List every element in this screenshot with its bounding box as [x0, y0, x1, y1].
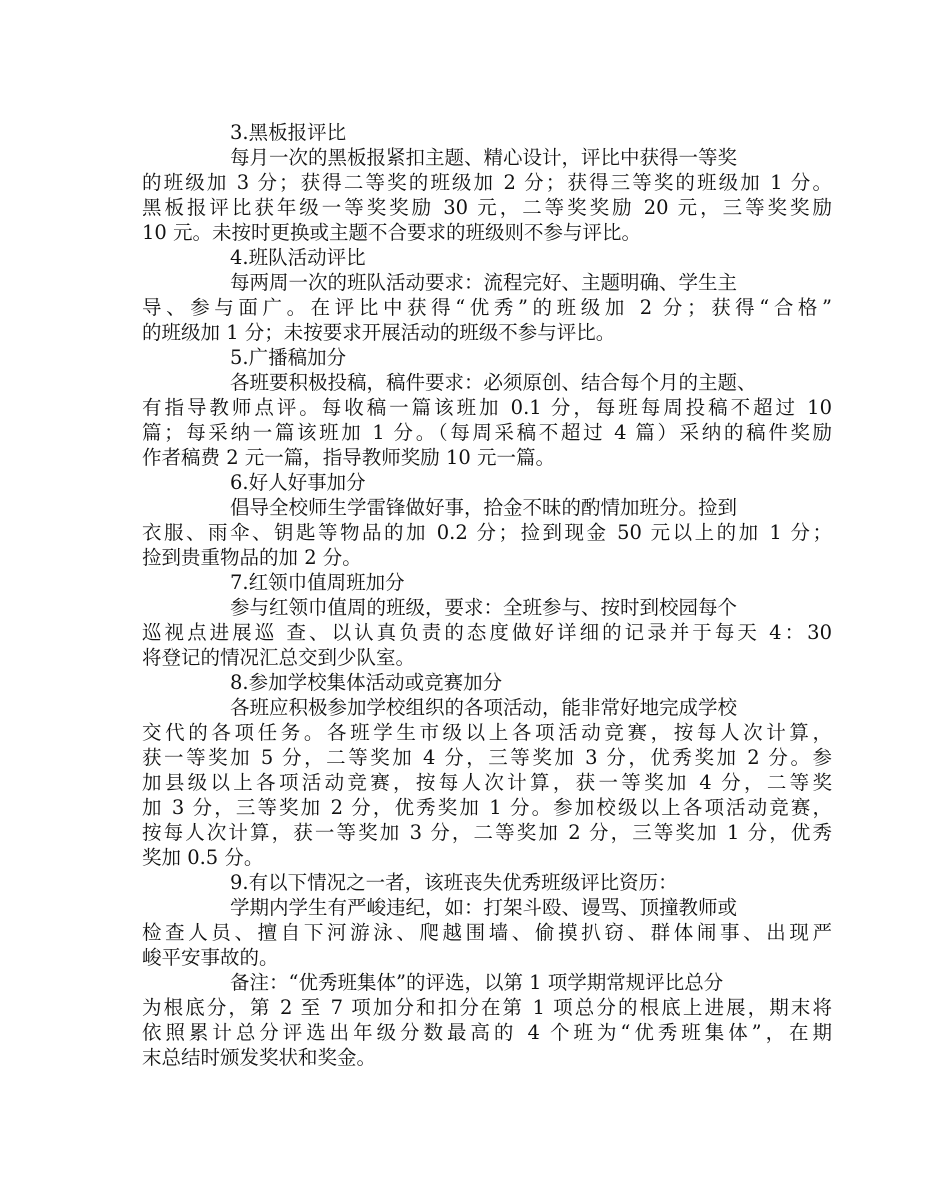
paragraph-line: 将登记的情况汇总交到少队室。 — [142, 646, 416, 669]
paragraph-line: 篇；每采纳一篇该班加 1 分。（每周采稿不超过 4 篇）采纳的稿件奖励 — [142, 421, 832, 444]
paragraph-line: 作者稿费 2 元一篇，指导教师奖励 10 元一篇。 — [142, 446, 556, 469]
paragraph-line: 加 3 分，三等奖加 2 分，优秀奖加 1 分。参加校级以上各项活动竞赛， — [142, 796, 832, 819]
paragraph-line: 交代的各项任务。各班学生市级以上各项活动竞赛，按每人次计算， — [142, 721, 832, 744]
paragraph-line: 每月一次的黑板报紧扣主题、精心设计，评比中获得一等奖 — [230, 146, 738, 169]
paragraph-line: 备注：“优秀班集体”的评选，以第 1 项学期常规评比总分 — [230, 971, 724, 994]
section-broadcast-manuscript — [142, 345, 832, 470]
section-class-activity — [142, 245, 832, 345]
section-note — [142, 970, 832, 1070]
paragraph-line: 有指导教师点评。每收稿一篇该班加 0.1 分，每班每周投稿不超过 10 — [142, 396, 832, 419]
paragraph-line: 10 元。未按时更换或主题不合要求的班级则不参与评比。 — [142, 221, 642, 244]
document-body — [142, 120, 832, 1070]
paragraph-line: 峻平安事故的。 — [142, 946, 279, 969]
paragraph-line: 按每人次计算，获一等奖加 3 分，二等奖加 2 分，三等奖加 1 分，优秀 — [142, 821, 832, 844]
paragraph-line: 各班要积极投稿，稿件要求：必须原创、结合每个月的主题、 — [230, 371, 757, 394]
section-heading: 9.有以下情况之一者，该班丧失优秀班级评比资历： — [230, 871, 678, 894]
paragraph-line: 获一等奖加 5 分，二等奖加 4 分，三等奖加 3 分，优秀奖加 2 分。参 — [142, 746, 832, 769]
paragraph-line: 末总结时颁发奖状和奖金。 — [142, 1046, 377, 1069]
section-red-scarf-duty — [142, 570, 832, 670]
paragraph-line: 为根底分，第 2 至 7 项加分和扣分在第 1 项总分的根底上进展，期末将 — [142, 996, 832, 1019]
section-blackboard-contest — [142, 120, 832, 245]
section-heading: 6.好人好事加分 — [230, 471, 366, 494]
paragraph-line: 学期内学生有严峻违纪，如：打架斗殴、谩骂、顶撞教师或 — [230, 896, 738, 919]
paragraph-line: 倡导全校师生学雷锋做好事，拾金不昧的酌情加班分。捡到 — [230, 496, 738, 519]
paragraph-line: 衣服、雨伞、钥匙等物品的加 0.2 分；捡到现金 50 元以上的加 1 分； — [142, 521, 832, 544]
section-heading: 8.参加学校集体活动或竞赛加分 — [230, 671, 503, 694]
paragraph-line: 的班级加 3 分；获得二等奖的班级加 2 分；获得三等奖的班级加 1 分。 — [142, 171, 832, 194]
paragraph-line: 每两周一次的班队活动要求：流程完好、主题明确、学生主 — [230, 271, 738, 294]
section-heading: 4.班队活动评比 — [230, 246, 366, 269]
paragraph-line: 导、参与面广。在评比中获得“优秀”的班级加 2 分；获得“合格” — [142, 296, 832, 319]
paragraph-line: 巡视点进展巡 查、以认真负责的态度做好详细的记录并于每天 4：30 — [142, 621, 832, 644]
paragraph-line: 参与红领巾值周的班级，要求：全班参与、按时到校园每个 — [230, 596, 738, 619]
paragraph-line: 捡到贵重物品的加 2 分。 — [142, 546, 362, 569]
section-heading: 3.黑板报评比 — [230, 121, 347, 144]
paragraph-line: 各班应积极参加学校组织的各项活动，能非常好地完成学校 — [230, 696, 738, 719]
paragraph-line: 检查人员、擅自下河游泳、爬越围墙、偷摸扒窃、群体闹事、出现严 — [142, 921, 832, 944]
paragraph-line: 的班级加 1 分；未按要求开展活动的班级不参与评比。 — [142, 321, 616, 344]
paragraph-line: 依照累计总分评选出年级分数最高的 4 个班为“优秀班集体”，在期 — [142, 1021, 832, 1044]
section-good-deeds — [142, 470, 832, 570]
paragraph-line: 黑板报评比获年级一等奖奖励 30 元，二等奖奖励 20 元，三等奖奖励 — [142, 196, 832, 219]
section-heading: 7.红领巾值周班加分 — [230, 571, 405, 594]
paragraph-line: 加县级以上各项活动竞赛，按每人次计算，获一等奖加 4 分，二等奖 — [142, 771, 832, 794]
section-disqualification — [142, 870, 832, 970]
paragraph-line: 奖加 0.5 分。 — [142, 846, 264, 869]
section-heading: 5.广播稿加分 — [230, 346, 347, 369]
section-school-activities — [142, 670, 832, 870]
